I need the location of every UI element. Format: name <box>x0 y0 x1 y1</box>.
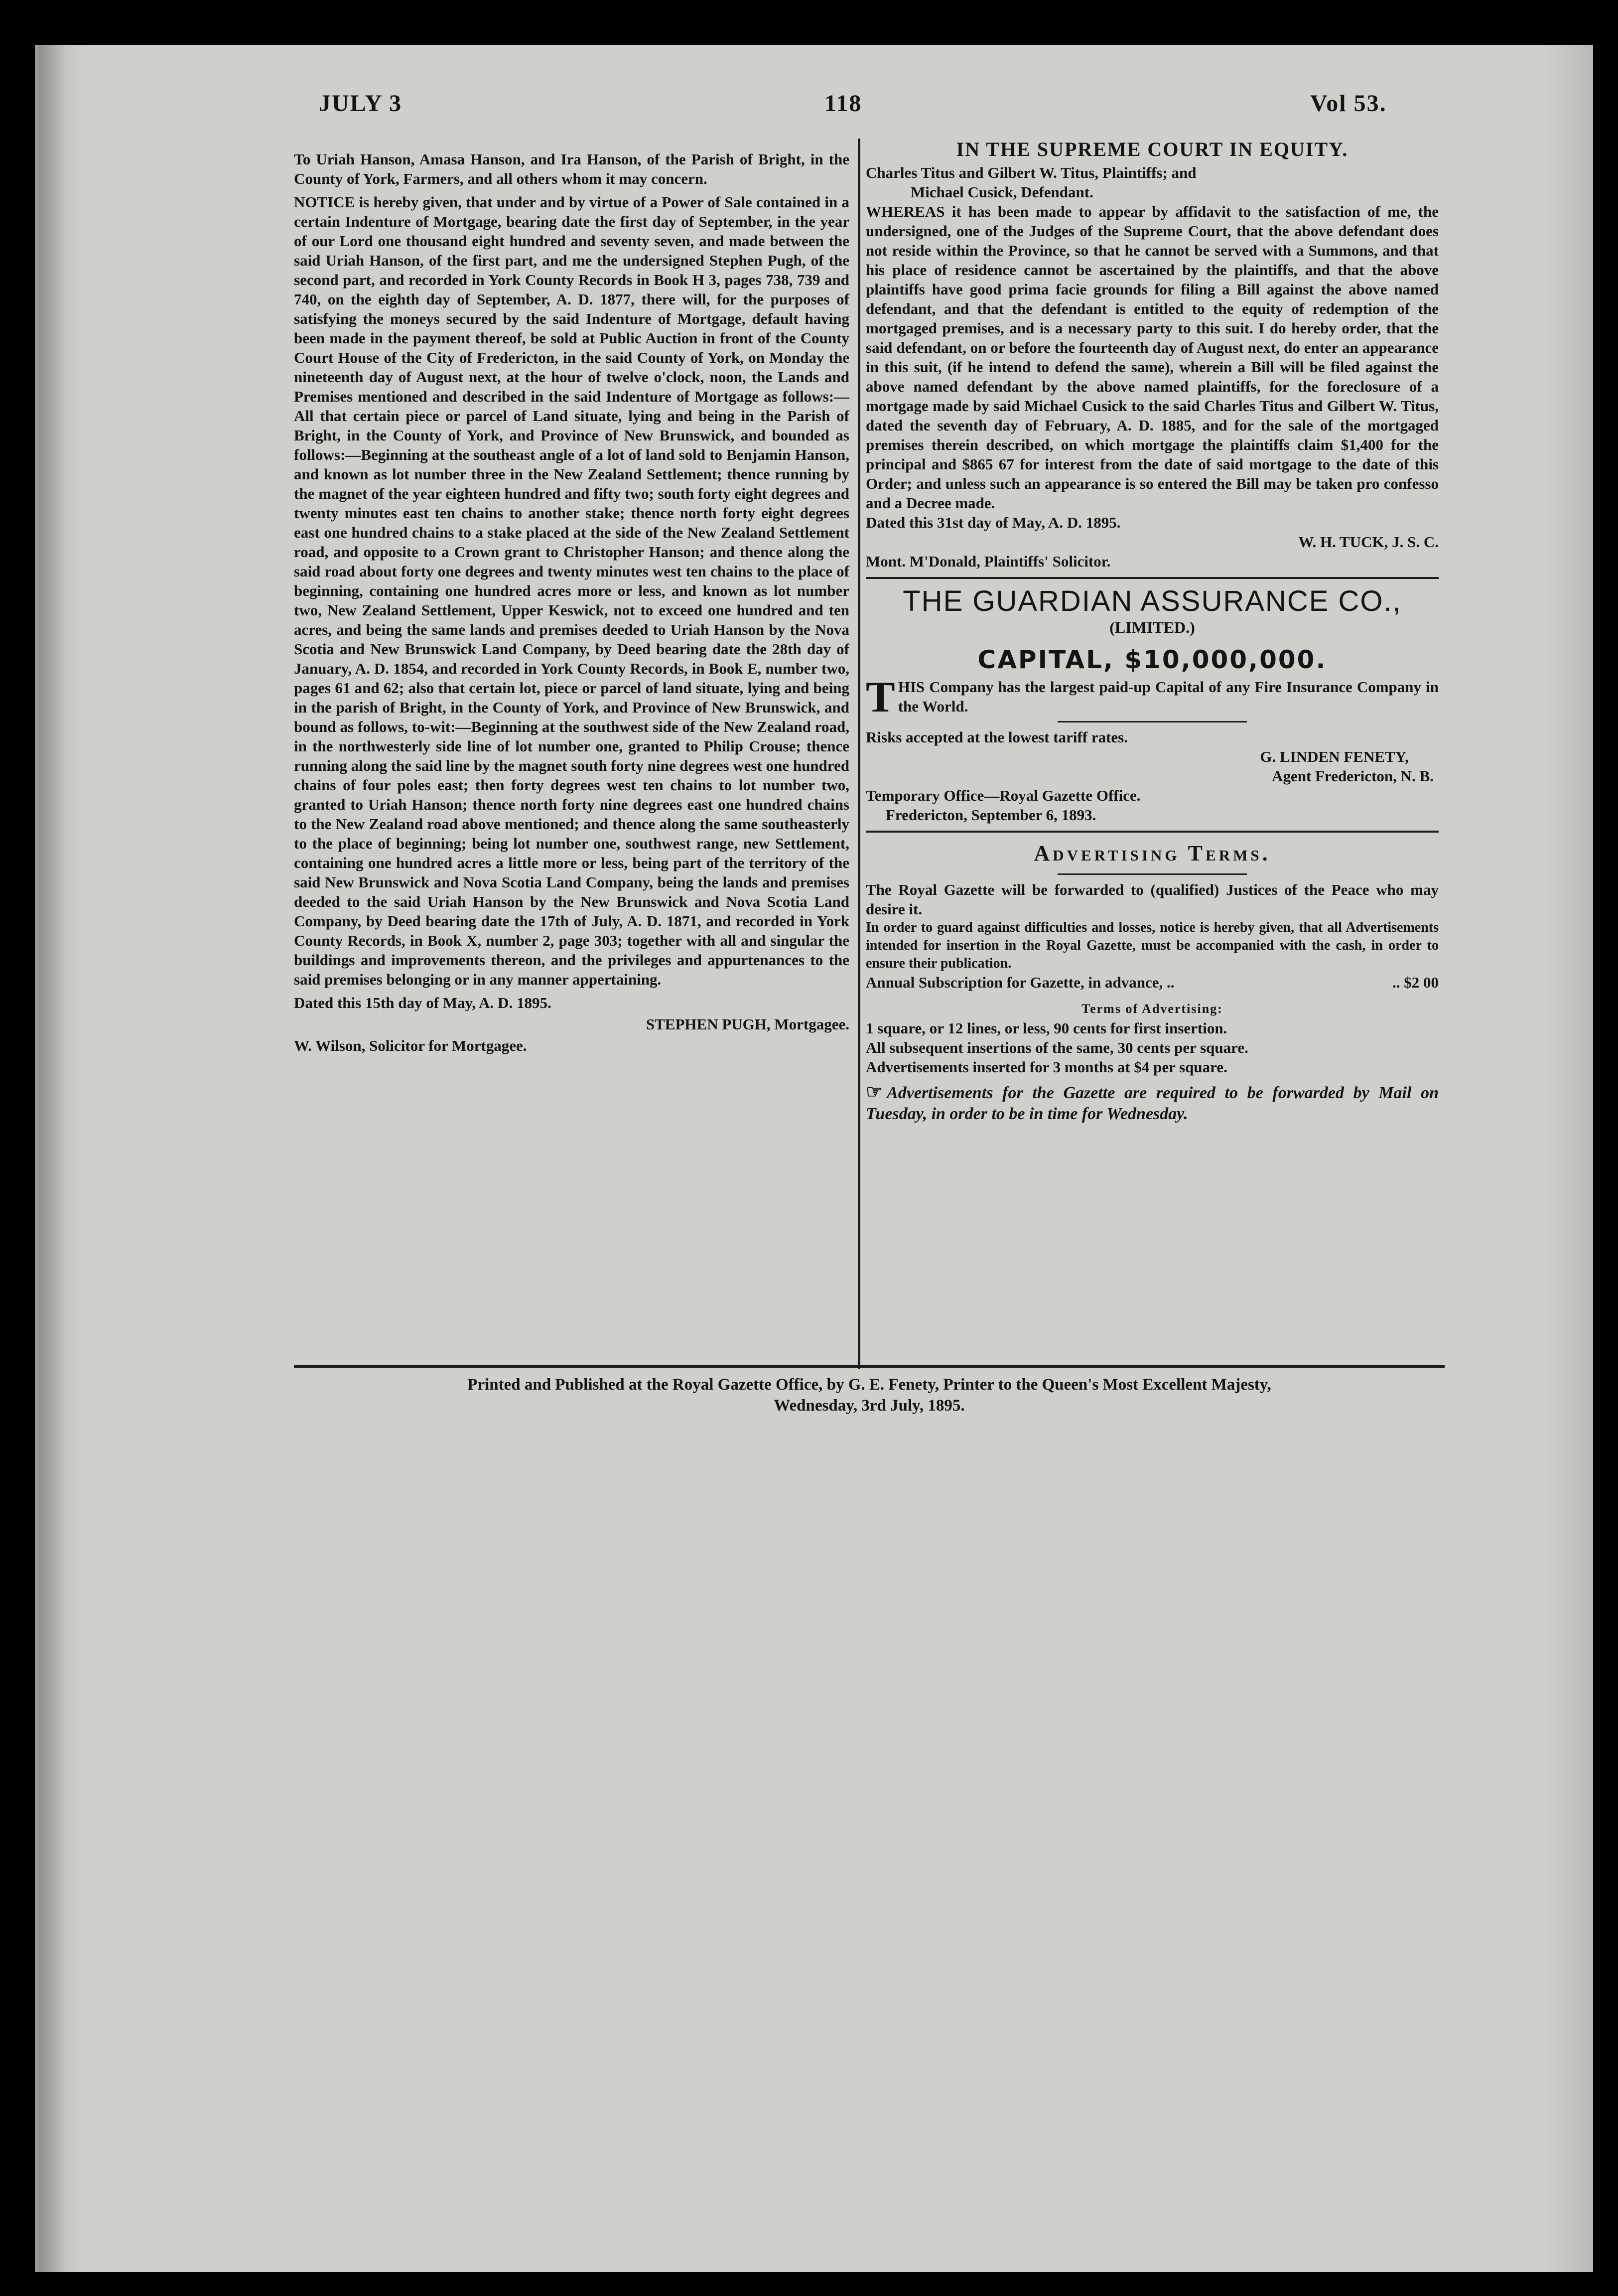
volume-number: Vol 53. <box>1310 90 1387 117</box>
mail-notice <box>866 1082 1439 1125</box>
guardian-agent-place: Agent Fredericton, N. B. <box>1272 767 1434 785</box>
advertising-p2: In order to guard against difficulties and losses, notice is hereby given, that all Advertisements intended for insertion in the Royal Gazette, must be accompanied with the cash, in order to ensure their publication. <box>866 920 1439 971</box>
mortgage-solicitor: W. Wilson, Solicitor for Mortgagee. <box>294 1037 527 1054</box>
imprint <box>294 1374 1445 1416</box>
advertising-term-2: All subsequent insertions of the same, 30 cents per square. <box>866 1039 1248 1056</box>
court-defendant: Michael Cusick, Defendant. <box>911 183 1093 201</box>
footer-rule <box>294 1365 1445 1368</box>
pointing-hand-icon: ☞ <box>866 1082 883 1103</box>
mortgage-dated: Dated this 15th day of May, A. D. 1895. <box>294 994 551 1011</box>
advertising-term-3: Advertisements inserted for 3 months at $4 per square. <box>866 1058 1227 1076</box>
short-rule <box>1058 873 1247 875</box>
guardian-dropcap: T <box>866 673 895 721</box>
guardian-dated: Fredericton, September 6, 1893. <box>886 806 1096 824</box>
imprint-line-2: Wednesday, 3rd July, 1895. <box>774 1397 965 1415</box>
guardian-limited: (LIMITED.) <box>1109 618 1195 636</box>
mortgagee-signature: STEPHEN PUGH, Mortgagee. <box>646 1015 849 1033</box>
court-plaintiffs: Charles Titus and Gilbert W. Titus, Plaintiffs; and <box>866 164 1197 181</box>
subscription-amount: .. $2 00 <box>1392 974 1439 991</box>
mortgage-addressee: To Uriah Hanson, Amasa Hanson, and Ira Hanson, of the Parish of Bright, in the County of York, Farmers, and all others whom it may concern. <box>294 150 849 187</box>
section-rule <box>866 831 1439 833</box>
mortgage-notice-body: NOTICE is hereby given, that under and by virtue of a Power of Sale contained in a certain Indenture of Mortgage, bearing date the first day of September, in the year of our Lord one thousand eight hundred and seventy seven, and made between the said Uriah Hanson, of the first part, and me the undersigned Stephen Pugh, of the second part, and recorded in York County Records in Book H 3, pages 738, 739 and 740, on the eighth day of September, A. D. 1877, there will, for the purposes of satisfying the moneys secured by the said Indenture of Mortgage, default having been made in the payment thereof, be sold at Public Auction in front of the County Court House of the City of Fredericton, in the said County of York, on Monday the nineteenth day of August next, at the hour of twelve o'clock, noon, the Lands and Premises mentioned and described in the said Indenture of Mortgage as follows:—All that certain piece or parcel of Land situate, lying and being in the Parish of Bright, in the County of York, and Province of New Brunswick, and bounded as follows:—Beginning at the southeast angle of a lot of land sold to Benjamin Hanson, and known as lot number three in the New Zealand Settlement; thence running by the magnet of the year eighteen hundred and fifty two; south forty eight degrees and twenty minutes east ten chains to another stake; thence north forty eight degrees east one hundred chains to a stake placed at the side of the New Zealand Settlement road, and opposite to a Crown grant to Christopher Hanson; and thence along the said road about forty one degrees and twenty minutes west ten chains to the place of beginning, containing one hundred acres more or less, and known as lot number two, New Zealand Settlement, Upper Keswick, not to exceed one hundred and ten acres, and being the same lands and premises deeded to Uriah Hanson by the Nova Scotia and New Brunswick Land Company, by Deed bearing date the 28th day of January, A. D. 1854, and recorded in York County Records, in Book E, number two, pages 61 and 62; also that certain lot, piece or parcel of land situate, lying and being in the parish of Bright, in the County of York, and Province of New Brunswick, and bound as follows, to-wit:—Beginning at the southwest side of the New Zealand road, in the northwesterly side line of lot number one, granted to Philip Crouse; thence running along the said line by the magnet south forty nine degrees west one hundred chains of four poles east; then forty degrees west ten chains to lot number two, granted to Uriah Hanson; thence north forty nine degrees east one hundred chains to the New Zealand road above mentioned; and thence along the same southeasterly to the place of beginning; being lot number one, southwest range, new Settlement, containing one hundred acres a little more or less, being part of the territory of the said New Brunswick and Nova Scotia Land Company, being the lands and premises deeded to the said Uriah Hanson by the New Brunswick and Nova Scotia Land Company, by Deed bearing date the 17th of July, A. D. 1871, and recorded in York County Records, in Book X, number 2, page 303; together with all and singular the buildings and improvements thereon, and the privileges and appurtenances to the said premises belonging or in any manner appertaining. <box>294 193 849 988</box>
guardian-risks: Risks accepted at the lowest tariff rates. <box>866 728 1128 746</box>
left-column <box>294 149 849 1055</box>
court-dated: Dated this 31st day of May, A. D. 1895. <box>866 514 1121 531</box>
guardian-title: THE GUARDIAN ASSURANCE CO., <box>903 585 1402 617</box>
issue-date: JULY 3 <box>319 90 403 117</box>
advertising-terms-title: Advertising Terms. <box>1034 841 1271 865</box>
terms-heading: Terms of Advertising: <box>1081 1002 1223 1016</box>
judge-signature: W. H. TUCK, J. S. C. <box>1298 533 1439 551</box>
section-rule <box>866 577 1439 579</box>
short-rule <box>1058 721 1247 722</box>
guardian-description-text: HIS Company has the largest paid-up Capital of any Fire Insurance Company in the World. <box>898 678 1439 715</box>
court-notice-body: WHEREAS it has been made to appear by affidavit to the satisfaction of me, the undersigned, one of the Judges of the Supreme Court, that the above defendant does not reside within the Province, so that he cannot be served with a Summons, and that his place of residence cannot be ascertained by the plaintiffs, and that the above plaintiffs have good prima facie grounds for filing a Bill against the above named defendant, and that the defendant is entitled to the equity of redemption of the mortgaged premises, and is a necessary party to this suit. I do hereby order, that the said defendant, on or before the fourteenth day of August next, do enter an appearance in this suit, (if he intend to defend the same), wherein a Bill will be filed against the above named defendant by the above named plaintiffs, for the foreclosure of a mortgage made by said Michael Cusick to the said Charles Titus and Gilbert W. Titus, dated the seventh day of February, A. D. 1885, and for the sale of the mortgaged premises therein described, on which mortgage the plaintiffs claim $1,400 for the principal and $865 67 for interest from the date of said mortgage to the date of this Order; and unless such an appearance is so entered the Bill may be taken pro confesso and a Decree made. <box>866 203 1439 512</box>
court-notice-title: IN THE SUPREME COURT IN EQUITY. <box>956 138 1348 160</box>
subscription-line <box>866 973 1439 992</box>
imprint-line-1: Printed and Published at the Royal Gazette Office, by G. E. Fenety, Printer to the Queen's Most Excellent Majesty, <box>467 1376 1271 1394</box>
advertising-term-1: 1 square, or 12 lines, or less, 90 cents for first insertion. <box>866 1019 1227 1037</box>
page-number: 118 <box>824 90 862 117</box>
subscription-label: Annual Subscription for Gazette, in advance, .. <box>866 974 1175 991</box>
guardian-description <box>866 673 1439 721</box>
guardian-agent-name: G. LINDEN FENETY, <box>1260 748 1409 765</box>
right-column <box>866 140 1439 1125</box>
guardian-capital: CAPITAL, $10,000,000. <box>977 645 1327 674</box>
column-divider <box>858 139 860 1369</box>
advertising-p1: The Royal Gazette will be forwarded to (qualified) Justices of the Peace who may desire it. <box>866 881 1439 918</box>
show-through-text <box>279 1435 1425 2083</box>
mail-notice-text: Advertisements for the Gazette are required to be forwarded by Mail on Tuesday, in order to be in time for Wednesday. <box>866 1084 1439 1123</box>
court-solicitor: Mont. M'Donald, Plaintiffs' Solicitor. <box>866 553 1111 570</box>
guardian-office: Temporary Office—Royal Gazette Office. <box>866 787 1141 804</box>
